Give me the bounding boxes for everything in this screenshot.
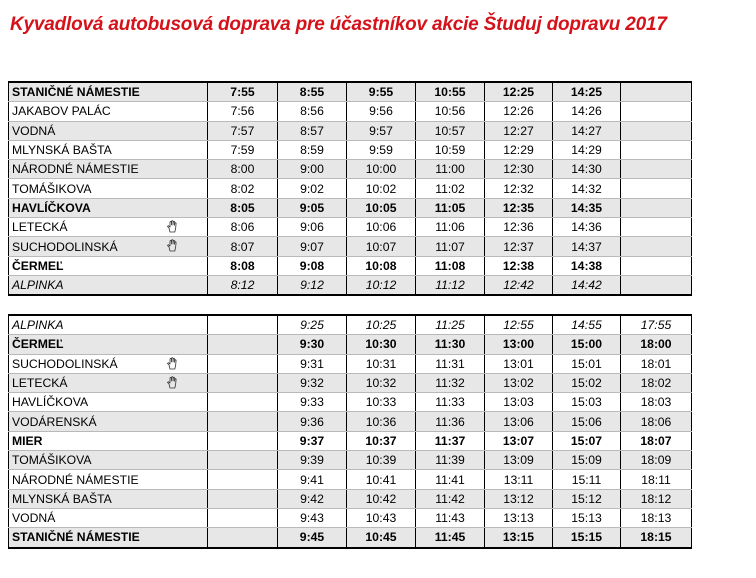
- departure-time: [621, 198, 692, 217]
- departure-time: 10:30: [347, 335, 416, 354]
- stop-name: [9, 121, 208, 140]
- departure-time: 14:36: [553, 218, 621, 237]
- departure-time: 9:55: [347, 82, 416, 102]
- departure-time: 12:35: [485, 198, 553, 217]
- table-row: [9, 315, 692, 335]
- stop-label: ALPINKA: [12, 318, 64, 333]
- departure-time: [621, 179, 692, 198]
- stop-name: [9, 508, 208, 527]
- table-row: [9, 102, 692, 121]
- stop-name: [9, 160, 208, 179]
- departure-time: 15:11: [553, 470, 621, 489]
- departure-time: 9:32: [278, 373, 347, 392]
- stop-name: [9, 412, 208, 431]
- stop-label: HAVLÍČKOVA: [12, 200, 91, 215]
- stop-label: MLYNSKÁ BAŠTA: [12, 143, 112, 158]
- departure-time: 9:33: [278, 393, 347, 412]
- departure-time: 9:39: [278, 451, 347, 470]
- departure-time: 11:33: [416, 393, 485, 412]
- table-row: [9, 451, 692, 470]
- stop-label: TOMÁŠIKOVA: [12, 181, 92, 196]
- departure-time: 9:59: [347, 140, 416, 159]
- departure-time: 11:32: [416, 373, 485, 392]
- departure-time: [208, 393, 278, 412]
- departure-time: 13:13: [485, 508, 553, 527]
- departure-time: [621, 121, 692, 140]
- departure-time: 10:39: [347, 451, 416, 470]
- departure-time: [208, 508, 278, 527]
- departure-time: 10:00: [347, 160, 416, 179]
- departure-time: 8:07: [208, 237, 278, 256]
- departure-time: 13:00: [485, 335, 553, 354]
- departure-time: 9:12: [278, 275, 347, 295]
- table-row: [9, 373, 692, 392]
- departure-time: 18:01: [621, 354, 692, 373]
- departure-time: 18:07: [621, 431, 692, 450]
- departure-time: 18:02: [621, 373, 692, 392]
- stop-label: MLYNSKÁ BAŠTA: [12, 491, 112, 506]
- departure-time: 10:31: [347, 354, 416, 373]
- departure-time: 8:56: [278, 102, 347, 121]
- stop-name: [9, 489, 208, 508]
- departure-time: 9:08: [278, 256, 347, 275]
- departure-time: 11:37: [416, 431, 485, 450]
- table-row: [9, 160, 692, 179]
- stop-name: [9, 82, 208, 102]
- departure-time: 10:56: [416, 102, 485, 121]
- departure-time: 10:41: [347, 470, 416, 489]
- table-row: [9, 412, 692, 431]
- departure-time: 9:37: [278, 431, 347, 450]
- stop-label: JAKABOV PALÁC: [12, 104, 111, 119]
- stop-label: VODNÁ: [12, 511, 56, 526]
- table-row: [9, 275, 692, 295]
- departure-time: [208, 431, 278, 450]
- departure-time: 13:15: [485, 528, 553, 548]
- departure-time: 9:56: [347, 102, 416, 121]
- stop-name: [9, 315, 208, 335]
- departure-time: 8:06: [208, 218, 278, 237]
- stop-name: [9, 335, 208, 354]
- departure-time: 8:02: [208, 179, 278, 198]
- departure-time: 10:55: [416, 82, 485, 102]
- stop-label: MIER: [12, 433, 43, 448]
- stop-name: [9, 393, 208, 412]
- table-row: [9, 393, 692, 412]
- departure-time: 11:42: [416, 489, 485, 508]
- departure-time: 18:06: [621, 412, 692, 431]
- departure-time: 11:25: [416, 315, 485, 335]
- departure-time: 8:00: [208, 160, 278, 179]
- departure-time: 10:37: [347, 431, 416, 450]
- departure-time: 10:05: [347, 198, 416, 217]
- departure-time: 14:26: [553, 102, 621, 121]
- table-row: [9, 198, 692, 217]
- hand-icon: [166, 220, 178, 233]
- timetable-return: [8, 314, 692, 549]
- stop-label: ČERMEĽ: [12, 258, 64, 273]
- stop-name: [9, 470, 208, 489]
- departure-time: 8:59: [278, 140, 347, 159]
- departure-time: 13:06: [485, 412, 553, 431]
- departure-time: 12:38: [485, 256, 553, 275]
- departure-time: [208, 528, 278, 548]
- departure-time: 15:03: [553, 393, 621, 412]
- departure-time: 15:00: [553, 335, 621, 354]
- departure-time: 15:01: [553, 354, 621, 373]
- departure-time: 7:56: [208, 102, 278, 121]
- departure-time: 8:55: [278, 82, 347, 102]
- stop-name: [9, 198, 208, 217]
- stop-label: NÁRODNÉ NÁMESTIE: [12, 162, 139, 177]
- departure-time: 18:13: [621, 508, 692, 527]
- departure-time: 18:12: [621, 489, 692, 508]
- departure-time: 10:06: [347, 218, 416, 237]
- table-row: [9, 140, 692, 159]
- timetable-outbound: [8, 81, 692, 296]
- departure-time: 12:36: [485, 218, 553, 237]
- table-row: [9, 121, 692, 140]
- departure-time: 7:59: [208, 140, 278, 159]
- departure-time: 7:55: [208, 82, 278, 102]
- departure-time: 18:03: [621, 393, 692, 412]
- departure-time: 15:13: [553, 508, 621, 527]
- departure-time: 12:29: [485, 140, 553, 159]
- departure-time: 15:12: [553, 489, 621, 508]
- stop-name: [9, 354, 208, 373]
- departure-time: 13:12: [485, 489, 553, 508]
- departure-time: 10:43: [347, 508, 416, 527]
- stop-name: [9, 140, 208, 159]
- departure-time: 11:08: [416, 256, 485, 275]
- departure-time: 12:25: [485, 82, 553, 102]
- departure-time: [621, 82, 692, 102]
- stop-name: [9, 275, 208, 295]
- stop-label: VODÁRENSKÁ: [12, 414, 97, 429]
- stop-label: STANIČNÉ NÁMESTIE: [12, 530, 140, 545]
- departure-time: 7:57: [208, 121, 278, 140]
- departure-time: [621, 140, 692, 159]
- departure-time: 11:36: [416, 412, 485, 431]
- departure-time: 11:43: [416, 508, 485, 527]
- departure-time: [208, 451, 278, 470]
- departure-time: 11:02: [416, 179, 485, 198]
- departure-time: 13:03: [485, 393, 553, 412]
- departure-time: [621, 237, 692, 256]
- departure-time: 11:41: [416, 470, 485, 489]
- departure-time: 10:08: [347, 256, 416, 275]
- departure-time: 18:09: [621, 451, 692, 470]
- departure-time: 9:45: [278, 528, 347, 548]
- departure-time: 11:30: [416, 335, 485, 354]
- table-row: [9, 237, 692, 256]
- departure-time: 18:11: [621, 470, 692, 489]
- table-row: [9, 354, 692, 373]
- departure-time: 11:39: [416, 451, 485, 470]
- departure-time: 14:30: [553, 160, 621, 179]
- departure-time: 14:35: [553, 198, 621, 217]
- stop-label: LETECKÁ: [12, 376, 68, 391]
- stop-label: ČERMEĽ: [12, 337, 64, 352]
- departure-time: 14:37: [553, 237, 621, 256]
- departure-time: [208, 373, 278, 392]
- departure-time: 14:32: [553, 179, 621, 198]
- departure-time: 12:55: [485, 315, 553, 335]
- departure-time: 9:41: [278, 470, 347, 489]
- departure-time: 13:09: [485, 451, 553, 470]
- stop-label: HAVLÍČKOVA: [12, 395, 89, 410]
- departure-time: 10:42: [347, 489, 416, 508]
- departure-time: 10:36: [347, 412, 416, 431]
- stop-label: SUCHODOLINSKÁ: [12, 356, 118, 371]
- departure-time: 8:08: [208, 256, 278, 275]
- departure-time: 18:00: [621, 335, 692, 354]
- stop-name: [9, 179, 208, 198]
- departure-time: 18:15: [621, 528, 692, 548]
- departure-time: 14:27: [553, 121, 621, 140]
- departure-time: [208, 354, 278, 373]
- table-row: [9, 489, 692, 508]
- departure-time: 9:57: [347, 121, 416, 140]
- departure-time: [208, 335, 278, 354]
- departure-time: 9:06: [278, 218, 347, 237]
- departure-time: 9:31: [278, 354, 347, 373]
- stop-name: [9, 528, 208, 548]
- departure-time: [208, 489, 278, 508]
- departure-time: [208, 470, 278, 489]
- departure-time: 14:42: [553, 275, 621, 295]
- stop-label: NÁRODNÉ NÁMESTIE: [12, 472, 139, 487]
- table-row: [9, 470, 692, 489]
- departure-time: 9:02: [278, 179, 347, 198]
- departure-time: 10:59: [416, 140, 485, 159]
- departure-time: 12:27: [485, 121, 553, 140]
- departure-time: 11:12: [416, 275, 485, 295]
- departure-time: 10:45: [347, 528, 416, 548]
- departure-time: 14:29: [553, 140, 621, 159]
- departure-time: 14:55: [553, 315, 621, 335]
- departure-time: 11:05: [416, 198, 485, 217]
- departure-time: 9:25: [278, 315, 347, 335]
- table-row: [9, 179, 692, 198]
- departure-time: 15:06: [553, 412, 621, 431]
- departure-time: 9:00: [278, 160, 347, 179]
- table-row: [9, 82, 692, 102]
- departure-time: 10:07: [347, 237, 416, 256]
- table-row: [9, 335, 692, 354]
- page-title: Kyvadlová autobusová doprava pre účastníkov akcie Študuj dopravu 2017: [10, 14, 667, 35]
- stop-name: [9, 256, 208, 275]
- departure-time: [621, 256, 692, 275]
- departure-time: 12:30: [485, 160, 553, 179]
- stop-name: [9, 102, 208, 121]
- stop-name: [9, 451, 208, 470]
- stop-name: [9, 431, 208, 450]
- departure-time: 8:12: [208, 275, 278, 295]
- departure-time: [208, 315, 278, 335]
- departure-time: 9:36: [278, 412, 347, 431]
- table-row: [9, 218, 692, 237]
- table-row: [9, 256, 692, 275]
- hand-icon: [166, 376, 178, 389]
- stop-label: LETECKÁ: [12, 220, 68, 235]
- departure-time: [621, 102, 692, 121]
- departure-time: [208, 412, 278, 431]
- departure-time: 9:05: [278, 198, 347, 217]
- table-row: [9, 528, 692, 548]
- departure-time: 13:02: [485, 373, 553, 392]
- departure-time: 15:15: [553, 528, 621, 548]
- departure-time: 11:07: [416, 237, 485, 256]
- departure-time: 13:01: [485, 354, 553, 373]
- stop-label: STANIČNÉ NÁMESTIE: [12, 85, 140, 100]
- departure-time: 8:57: [278, 121, 347, 140]
- hand-icon: [166, 357, 178, 370]
- departure-time: 12:42: [485, 275, 553, 295]
- departure-time: 10:25: [347, 315, 416, 335]
- departure-time: [621, 275, 692, 295]
- departure-time: 10:12: [347, 275, 416, 295]
- departure-time: 13:11: [485, 470, 553, 489]
- departure-time: 10:57: [416, 121, 485, 140]
- departure-time: 9:43: [278, 508, 347, 527]
- hand-icon: [166, 239, 178, 252]
- stop-label: SUCHODOLINSKÁ: [12, 239, 118, 254]
- departure-time: 11:00: [416, 160, 485, 179]
- departure-time: 15:02: [553, 373, 621, 392]
- stop-name: [9, 373, 208, 392]
- departure-time: 15:07: [553, 431, 621, 450]
- table-row: [9, 431, 692, 450]
- departure-time: 9:30: [278, 335, 347, 354]
- stop-name: [9, 218, 208, 237]
- departure-time: 12:32: [485, 179, 553, 198]
- departure-time: 11:45: [416, 528, 485, 548]
- departure-time: 17:55: [621, 315, 692, 335]
- departure-time: 14:25: [553, 82, 621, 102]
- stop-name: [9, 237, 208, 256]
- departure-time: 9:42: [278, 489, 347, 508]
- departure-time: 11:31: [416, 354, 485, 373]
- stop-label: VODNÁ: [12, 123, 56, 138]
- departure-time: 11:06: [416, 218, 485, 237]
- departure-time: 12:37: [485, 237, 553, 256]
- departure-time: 8:05: [208, 198, 278, 217]
- stop-label: ALPINKA: [12, 278, 64, 293]
- departure-time: 10:33: [347, 393, 416, 412]
- departure-time: 13:07: [485, 431, 553, 450]
- departure-time: 10:32: [347, 373, 416, 392]
- departure-time: 15:09: [553, 451, 621, 470]
- departure-time: 14:38: [553, 256, 621, 275]
- departure-time: [621, 160, 692, 179]
- departure-time: 9:07: [278, 237, 347, 256]
- table-row: [9, 508, 692, 527]
- departure-time: [621, 218, 692, 237]
- departure-time: 12:26: [485, 102, 553, 121]
- stop-label: TOMÁŠIKOVA: [12, 453, 92, 468]
- departure-time: 10:02: [347, 179, 416, 198]
